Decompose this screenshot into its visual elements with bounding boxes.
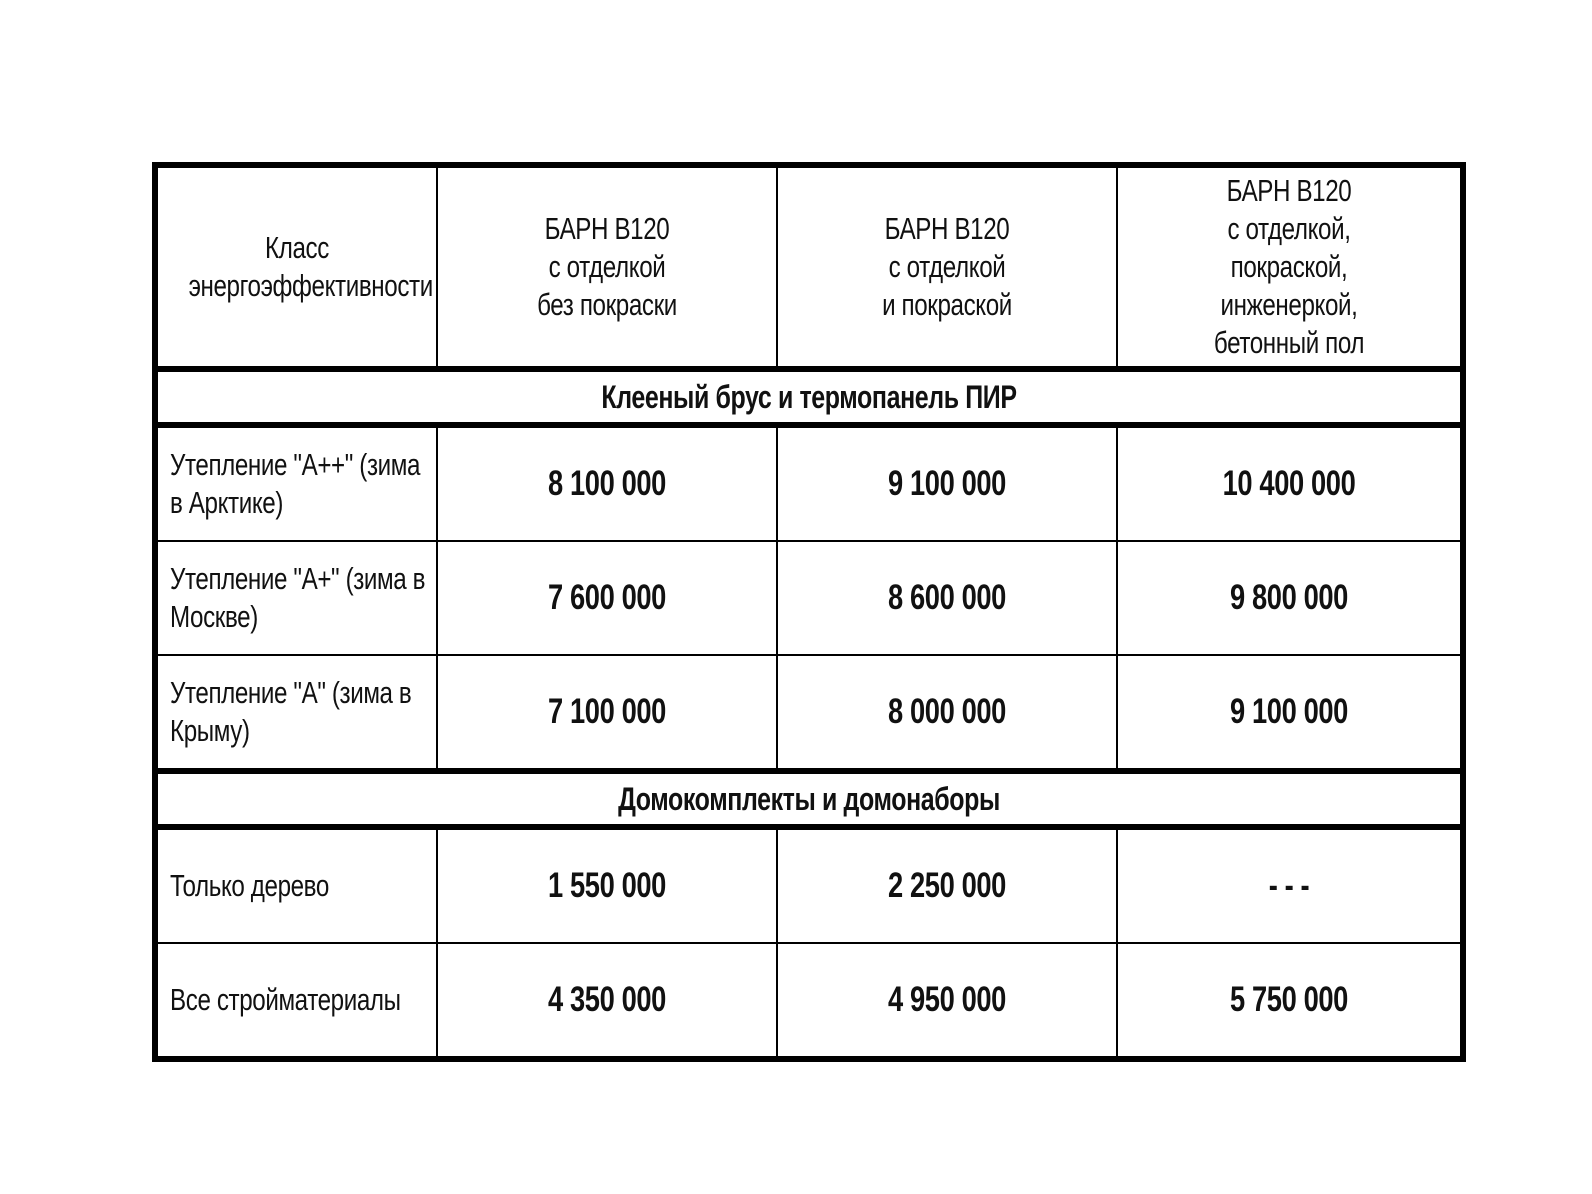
table-row xyxy=(155,425,1463,541)
price-value: 4 950 000 xyxy=(777,943,1117,1059)
row-label: Только дерево xyxy=(155,827,437,943)
table-row xyxy=(155,541,1463,655)
row-label: Утепление "А" (зима в Крыму) xyxy=(155,655,437,771)
price-value: 4 350 000 xyxy=(437,943,777,1059)
table-header-row xyxy=(155,165,1463,369)
price-table-container xyxy=(152,162,1460,1062)
header-cell-no-paint: БАРН В120 с отделкой без покраски xyxy=(437,165,777,369)
price-value: 10 400 000 xyxy=(1117,425,1463,541)
price-value: 8 600 000 xyxy=(777,541,1117,655)
row-label: Утепление "А++" (зима в Арктике) xyxy=(155,425,437,541)
row-label: Все стройматериалы xyxy=(155,943,437,1059)
table-row xyxy=(155,827,1463,943)
price-value: 9 800 000 xyxy=(1117,541,1463,655)
price-value: 9 100 000 xyxy=(1117,655,1463,771)
price-value: 8 100 000 xyxy=(437,425,777,541)
section-title: Клееный брус и термопанель ПИР xyxy=(155,369,1463,425)
section-title: Домокомплекты и домонаборы xyxy=(155,771,1463,827)
table-row xyxy=(155,655,1463,771)
table-row xyxy=(155,943,1463,1059)
price-value: 1 550 000 xyxy=(437,827,777,943)
price-value: 5 750 000 xyxy=(1117,943,1463,1059)
price-value: 2 250 000 xyxy=(777,827,1117,943)
price-table xyxy=(152,162,1466,1062)
price-value: 8 000 000 xyxy=(777,655,1117,771)
price-value: 7 100 000 xyxy=(437,655,777,771)
header-cell-full-package: БАРН В120 с отделкой, покраской, инженеркой, бетонный пол xyxy=(1117,165,1463,369)
header-cell-energy-class: Класс энергоэффективности xyxy=(155,165,437,369)
header-cell-with-paint: БАРН В120 с отделкой и покраской xyxy=(777,165,1117,369)
row-label: Утепление "А+" (зима в Москве) xyxy=(155,541,437,655)
price-value: - - - xyxy=(1117,827,1463,943)
price-value: 7 600 000 xyxy=(437,541,777,655)
section-row-glulam xyxy=(155,369,1463,425)
section-row-house-kits xyxy=(155,771,1463,827)
price-value: 9 100 000 xyxy=(777,425,1117,541)
